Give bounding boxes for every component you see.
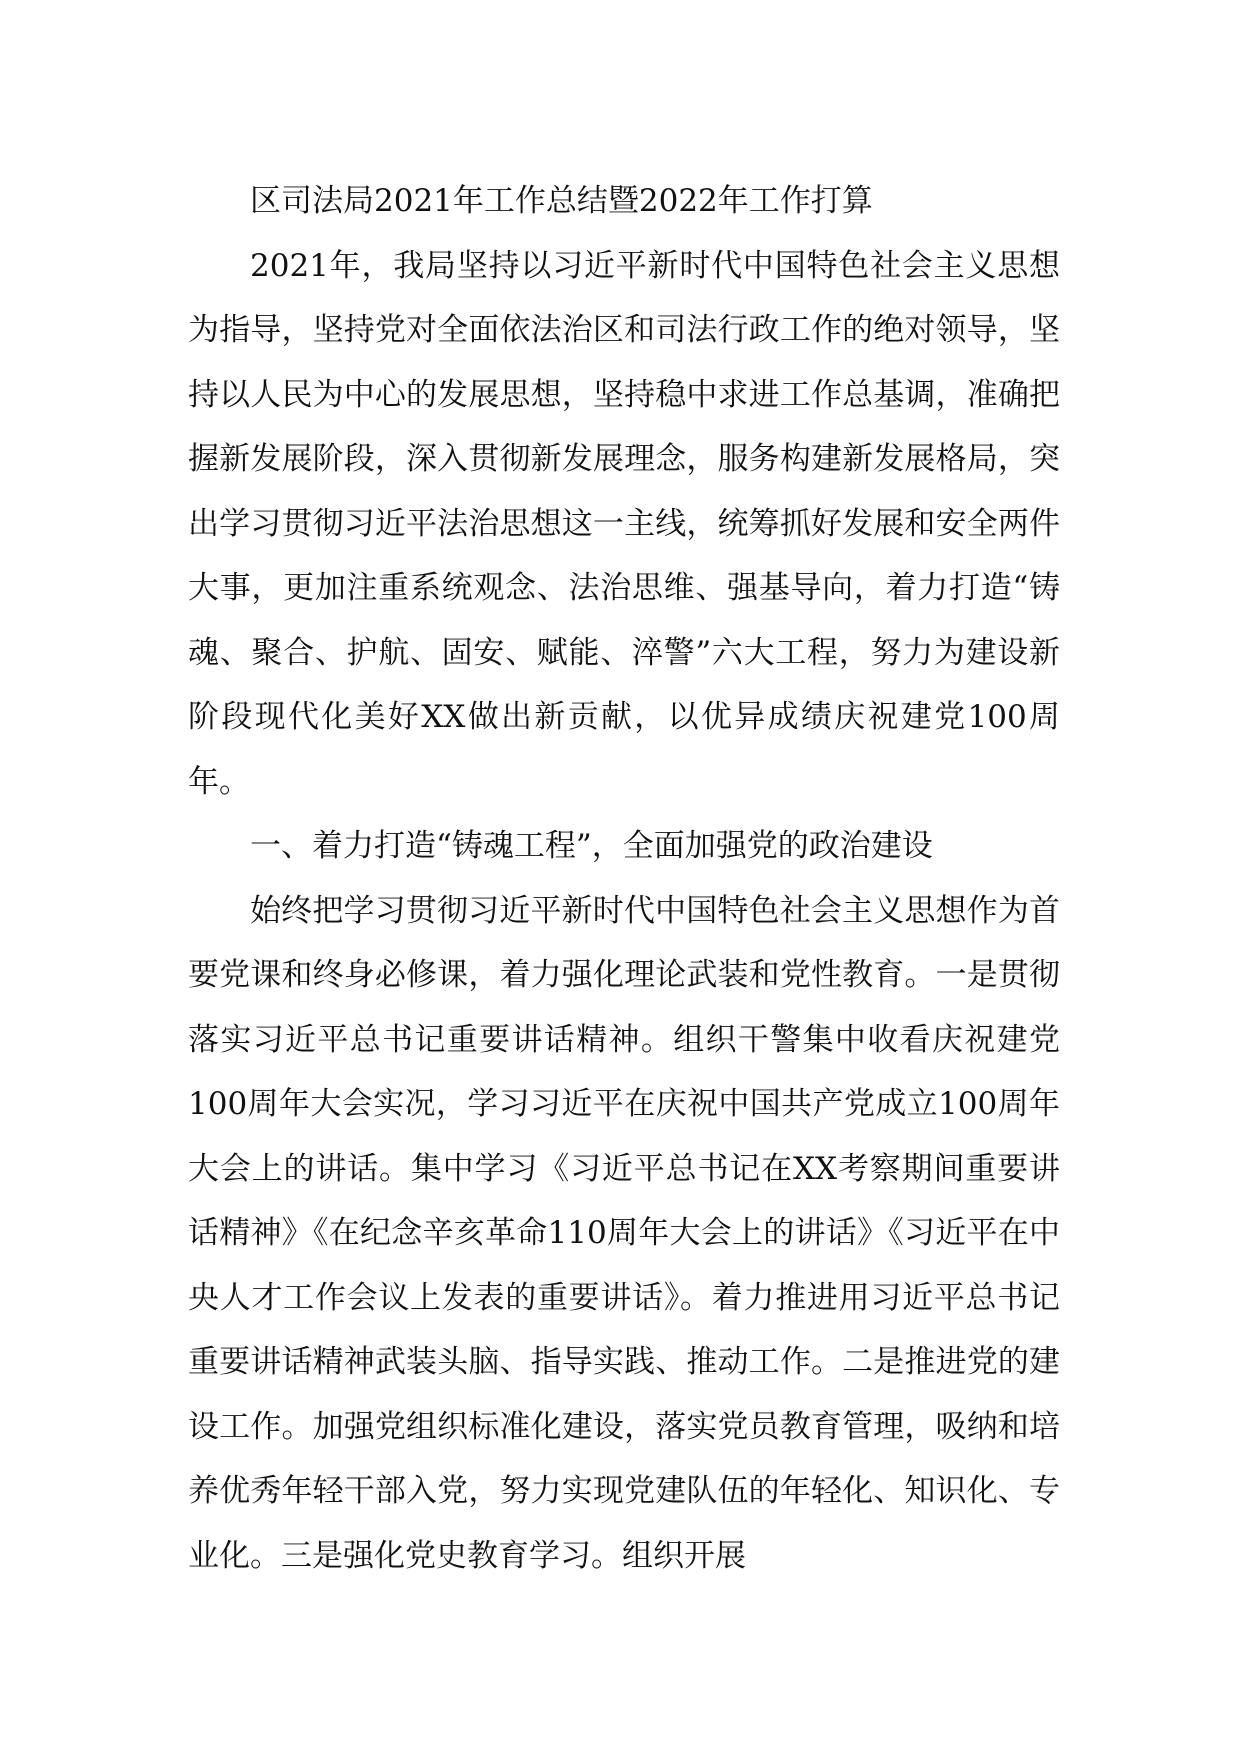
- document-title: 区司法局2021年工作总结暨2022年工作打算: [250, 183, 873, 219]
- paragraph-intro: 2021年，我局坚持以习近平新时代中国特色社会主义思想为指导，坚持党对全面依法治区和司法行政工作的绝对领导，坚持以人民为中心的发展思想，坚持稳中求进工作总基调，准确把握新发展阶段，深入贯彻新发展理念，服务构建新发展格局，突出学习贯彻习近平法治思想这一主线，统筹抓好发展和安全两件大事，更加注重系统观念、法治思维、强基导向，着力打造“铸魂、聚合、护航、固安、赋能、淬警”六大工程，努力为建设新阶段现代化美好XX做出新贡献，以优异成绩庆祝建党100周年。: [188, 247, 1060, 800]
- document-body: [188, 169, 1060, 1588]
- section-heading-1: 一、着力打造“铸魂工程”，全面加强党的政治建设: [250, 828, 933, 864]
- paragraph-section-1: 始终把学习贯彻习近平新时代中国特色社会主义思想作为首要党课和终身必修课，着力强化理论武装和党性教育。一是贯彻落实习近平总书记重要讲话精神。组织干警集中收看庆祝建党100周年大会实况，学习习近平在庆祝中国共产党成立100周年大会上的讲话。集中学习《习近平总书记在XX考察期间重要讲话精神》《在纪念辛亥革命110周年大会上的讲话》《习近平在中央人才工作会议上发表的重要讲话》。着力推进用习近平总书记重要讲话精神武装头脑、指导实践、推动工作。二是推进党的建设工作。加强党组织标准化建设，落实党员教育管理，吸纳和培养优秀年轻干部入党，努力实现党建队伍的年轻化、知识化、专业化。三是强化党史教育学习。组织开展: [188, 892, 1060, 1574]
